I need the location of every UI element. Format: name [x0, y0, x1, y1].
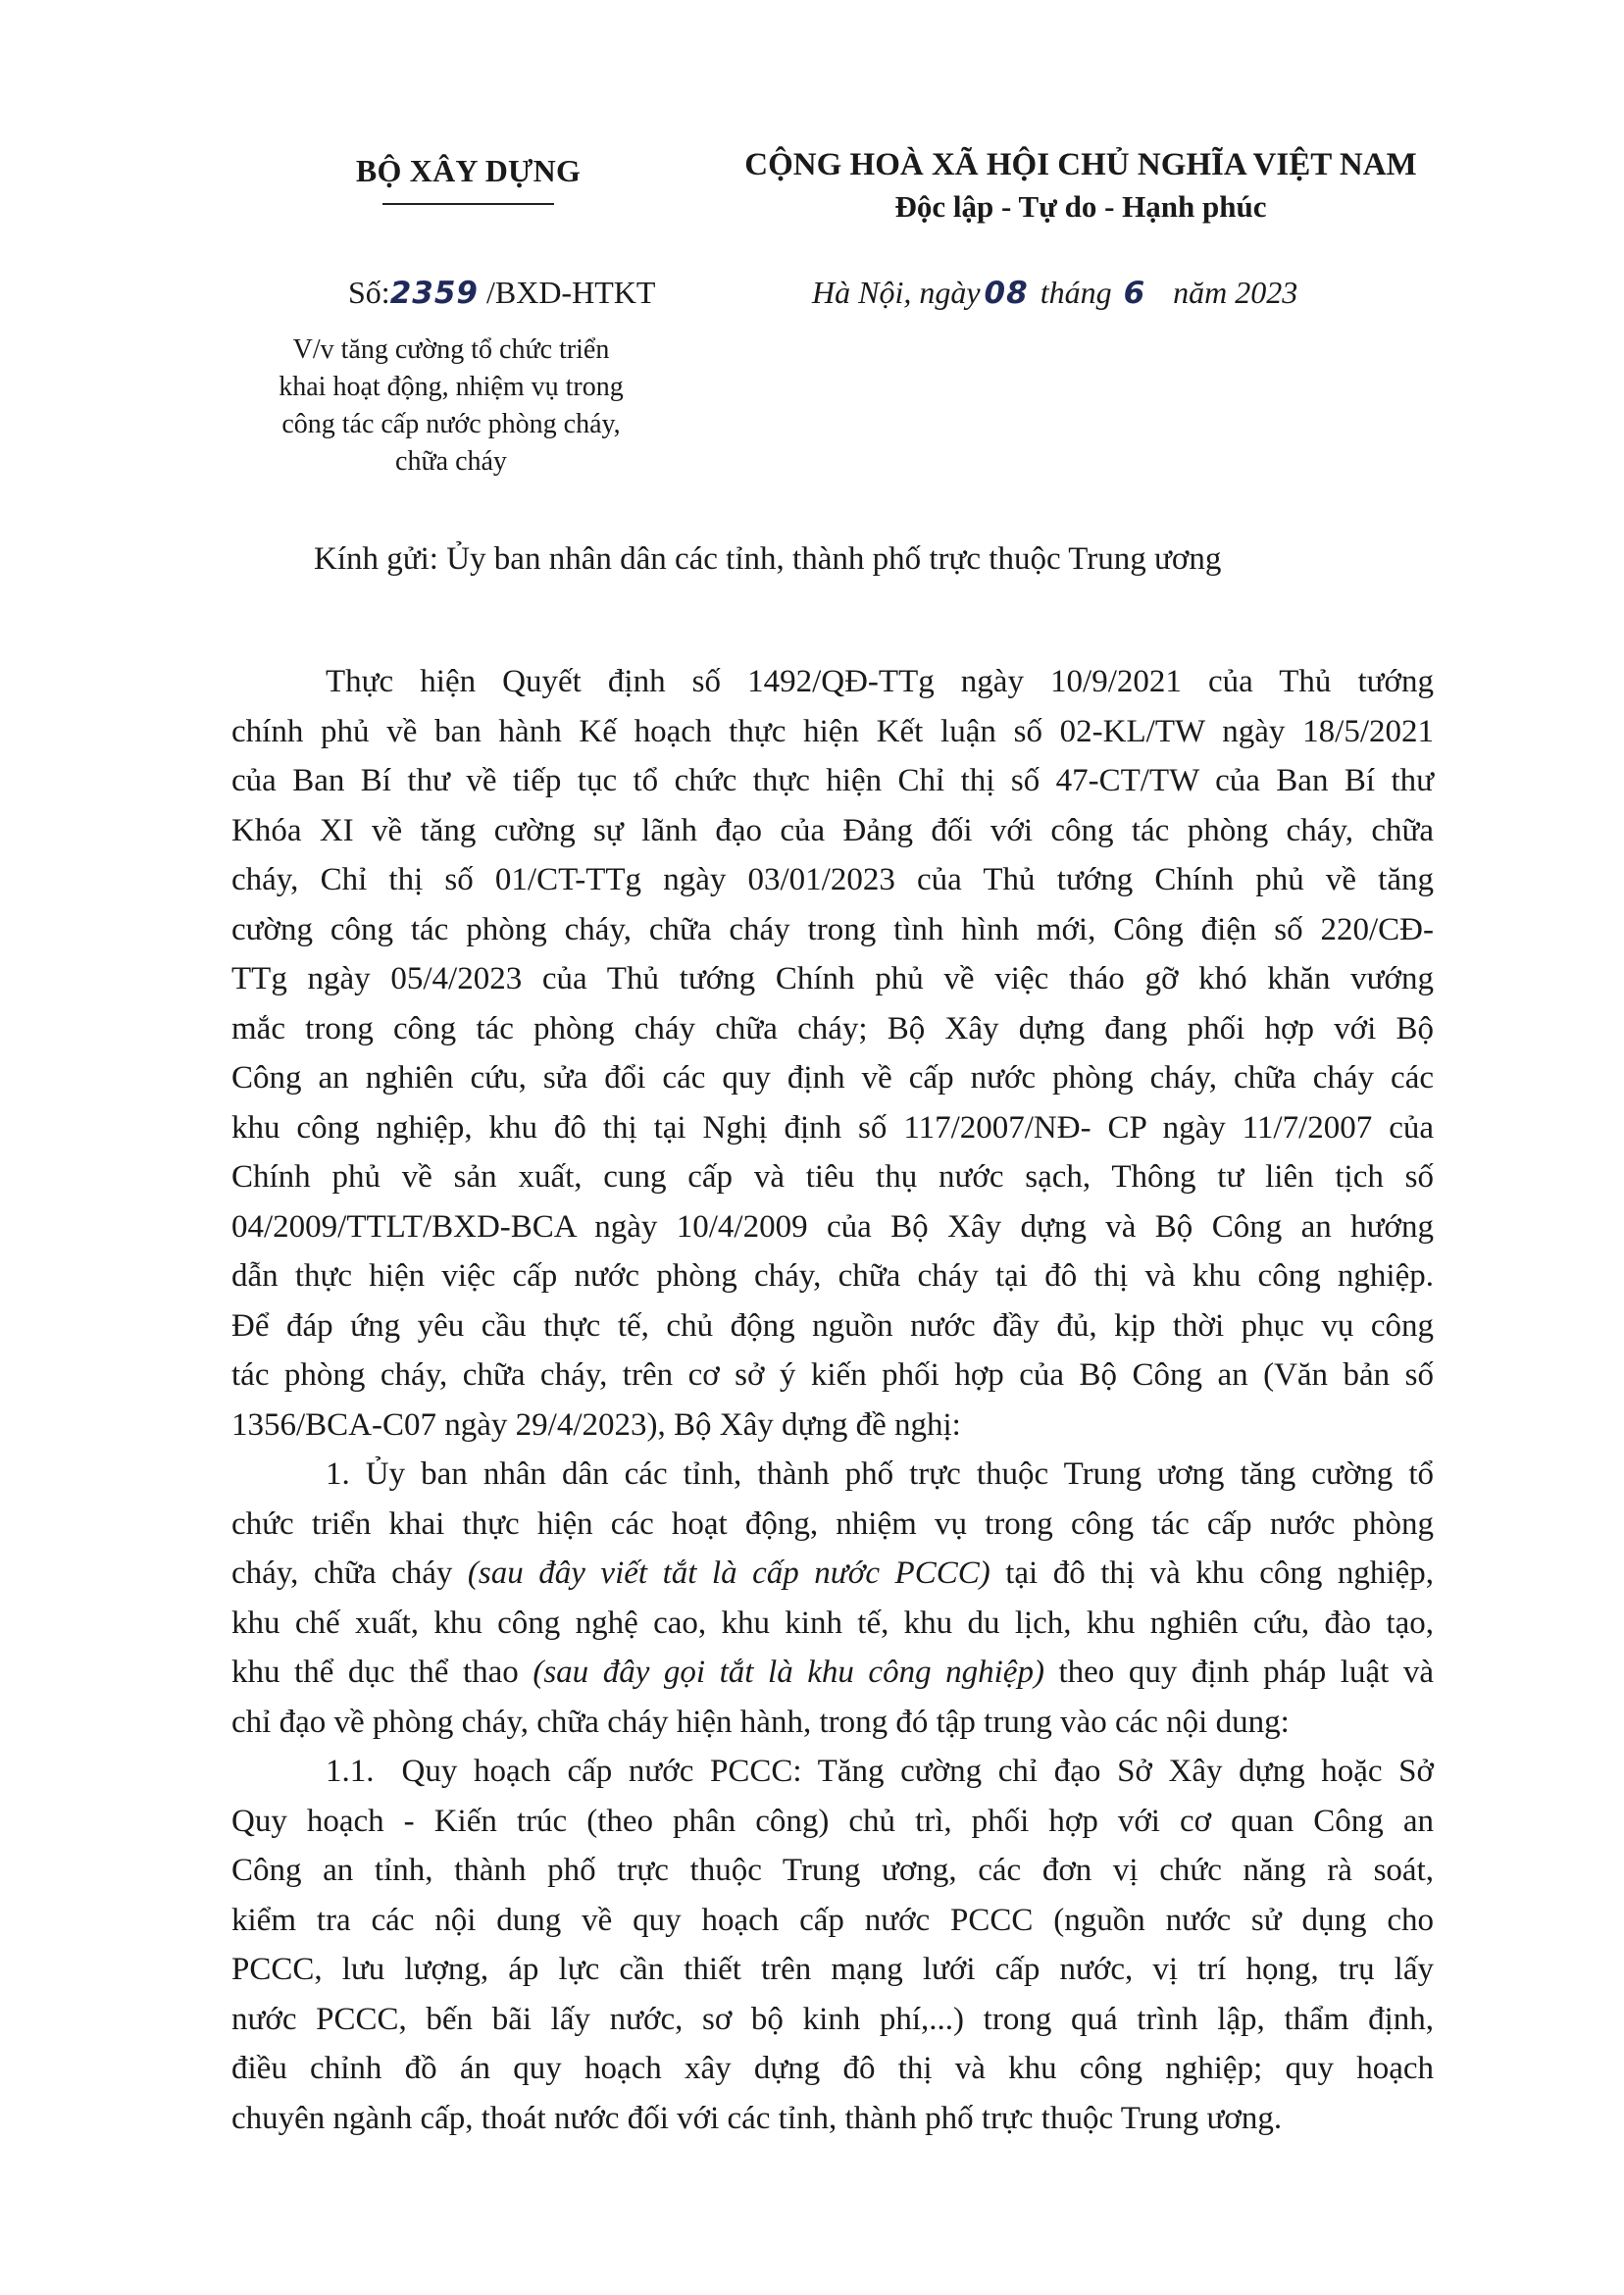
paragraph-line: 1. Ủy ban nhân dân các tỉnh, thành phố trực thuộc Trung ương tăng cường tổ	[326, 1456, 1434, 1492]
paragraph-line: dẫn thực hiện việc cấp nước phòng cháy, chữa cháy tại đô thị và khu công nghiệp.	[231, 1258, 1434, 1294]
paragraph-line: cháy, Chỉ thị số 01/CT-TTg ngày 03/01/2023 của Thủ tướng Chính phủ về tăng	[231, 862, 1434, 897]
section-number: 1.1.	[326, 1754, 375, 1789]
paragraph-line	[231, 1549, 1434, 1599]
recipient-line: Kính gửi: Ủy ban nhân dân các tỉnh, thành phố trực thuộc Trung ương	[314, 541, 1222, 577]
date-month-label: tháng	[1040, 275, 1112, 310]
subject-line: V/v tăng cường tổ chức triển	[292, 334, 610, 365]
issuing-agency-block	[324, 153, 613, 205]
document-number	[348, 275, 655, 311]
paragraph-line	[231, 1747, 1434, 1797]
paragraph-line: chức triển khai thực hiện các hoạt động, nhiệm vụ trong công tác cấp nước phòng	[231, 1505, 1434, 1542]
paragraph-line: cường công tác phòng cháy, chữa cháy trong tình hình mới, Công điện số 220/CĐ-	[231, 911, 1434, 947]
date-day-handwritten: 08	[984, 276, 1029, 311]
document-number-suffix: /BXD-HTKT	[485, 275, 656, 310]
paragraph-line: kiểm tra các nội dung về quy hoạch cấp nước PCCC (nguồn nước sử dụng cho	[231, 1902, 1434, 1938]
paragraph-line: khu chế xuất, khu công nghệ cao, khu kinh tế, khu du lịch, khu nghiên cứu, đào tạo,	[231, 1605, 1434, 1641]
paragraph-line: nước PCCC, bến bãi lấy nước, sơ bộ kinh phí,...) trong quá trình lập, thẩm định,	[231, 2001, 1434, 2037]
paragraph-line: tác phòng cháy, chữa cháy, trên cơ sở ý kiến phối hợp của Bộ Công an (Văn bản số	[231, 1357, 1434, 1393]
paragraph-line: Để đáp ứng yêu cầu thực tế, chủ động nguồn nước đầy đủ, kịp thời phục vụ công	[231, 1307, 1434, 1344]
paragraph-line	[231, 1648, 1434, 1698]
text-run: Quy hoạch cấp nước PCCC: Tăng cường chỉ đạo Sở Xây dựng hoặc Sở	[401, 1754, 1434, 1789]
date-prefix: Hà Nội, ngày	[812, 275, 981, 310]
paragraph-line: chỉ đạo về phòng cháy, chữa cháy hiện hành, trong đó tập trung vào các nội dung:	[231, 1704, 1290, 1740]
subject-line: công tác cấp nước phòng cháy,	[281, 409, 621, 439]
paragraph-line: 1356/BCA-C07 ngày 29/4/2023), Bộ Xây dựng đề nghị:	[231, 1406, 961, 1443]
paragraph-line: 04/2009/TTLT/BXD-BCA ngày 10/4/2009 của Bộ Xây dựng và Bộ Công an hướng	[231, 1208, 1434, 1245]
paragraph-line: Khóa XI về tăng cường sự lãnh đạo của Đảng đối với công tác phòng cháy, chữa	[231, 812, 1434, 848]
subject-line: khai hoạt động, nhiệm vụ trong	[279, 372, 624, 402]
paragraph-line: PCCC, lưu lượng, áp lực cần thiết trên mạng lưới cấp nước, vị trí họng, trụ lấy	[231, 1952, 1434, 1987]
paragraph-line: của Ban Bí thư về tiếp tục tổ chức thực hiện Chỉ thị số 47-CT/TW của Ban Bí thư	[231, 763, 1434, 798]
paragraph-line: điều chỉnh đồ án quy hoạch xây dựng đô thị và khu công nghiệp; quy hoạch	[231, 2051, 1434, 2086]
ministry-name: BỘ XÂY DỰNG	[355, 153, 582, 188]
ministry-underline	[382, 203, 554, 205]
date-month-handwritten: 6	[1123, 276, 1146, 311]
paragraph-line: khu công nghiệp, khu đô thị tại Nghị định số 117/2007/NĐ- CP ngày 11/7/2007 của	[231, 1109, 1434, 1146]
paragraph-line: Công an tỉnh, thành phố trực thuộc Trung ương, các đơn vị chức năng rà soát,	[231, 1853, 1434, 1888]
paragraph-line: chính phủ về ban hành Kế hoạch thực hiện Kết luận số 02-KL/TW ngày 18/5/2021	[231, 713, 1434, 749]
paragraph-line: Thực hiện Quyết định số 1492/QĐ-TTg ngày 10/9/2021 của Thủ tướng	[326, 664, 1434, 699]
italic-abbreviation-note: (sau đây viết tắt là cấp nước PCCC)	[467, 1556, 990, 1591]
paragraph-line: mắc trong công tác phòng cháy chữa cháy; Bộ Xây dựng đang phối hợp với Bộ	[231, 1010, 1434, 1046]
paragraph-line: TTg ngày 05/4/2023 của Thủ tướng Chính phủ về việc tháo gỡ khó khăn vướng	[231, 961, 1434, 996]
subject-line: chữa cháy	[395, 446, 507, 477]
text-run: khu thể dục thể thao	[231, 1655, 533, 1690]
nation-title: CỘNG HOÀ XÃ HỘI CHỦ NGHĨA VIỆT NAM	[744, 147, 1417, 182]
document-subject	[226, 332, 677, 481]
date-line	[812, 275, 1297, 311]
paragraph-line: Chính phủ về sản xuất, cung cấp và tiêu thụ nước sạch, Thông tư liên tịch số	[231, 1159, 1434, 1195]
document-number-prefix: Số:	[348, 275, 390, 310]
text-run: tại đô thị và khu công nghiệp,	[990, 1556, 1434, 1591]
paragraph-line: Công an nghiên cứu, sửa đổi các quy định về cấp nước phòng cháy, chữa cháy các	[231, 1060, 1434, 1096]
paragraph-line: Quy hoạch - Kiến trúc (theo phân công) chủ trì, phối hợp với cơ quan Công an	[231, 1803, 1434, 1839]
date-year: năm 2023	[1173, 275, 1298, 310]
national-title-block	[708, 147, 1453, 225]
text-run: cháy, chữa cháy	[231, 1556, 468, 1591]
text-run: theo quy định pháp luật và	[1043, 1655, 1434, 1690]
motto: Độc lập - Tự do - Hạnh phúc	[894, 189, 1267, 224]
italic-abbreviation-note: (sau đây gọi tắt là khu công nghiệp)	[533, 1655, 1044, 1690]
document-number-handwritten: 2359	[389, 276, 479, 311]
paragraph-line: chuyên ngành cấp, thoát nước đối với các tỉnh, thành phố trực thuộc Trung ương.	[231, 2100, 1283, 2136]
document-body	[231, 657, 1434, 2143]
